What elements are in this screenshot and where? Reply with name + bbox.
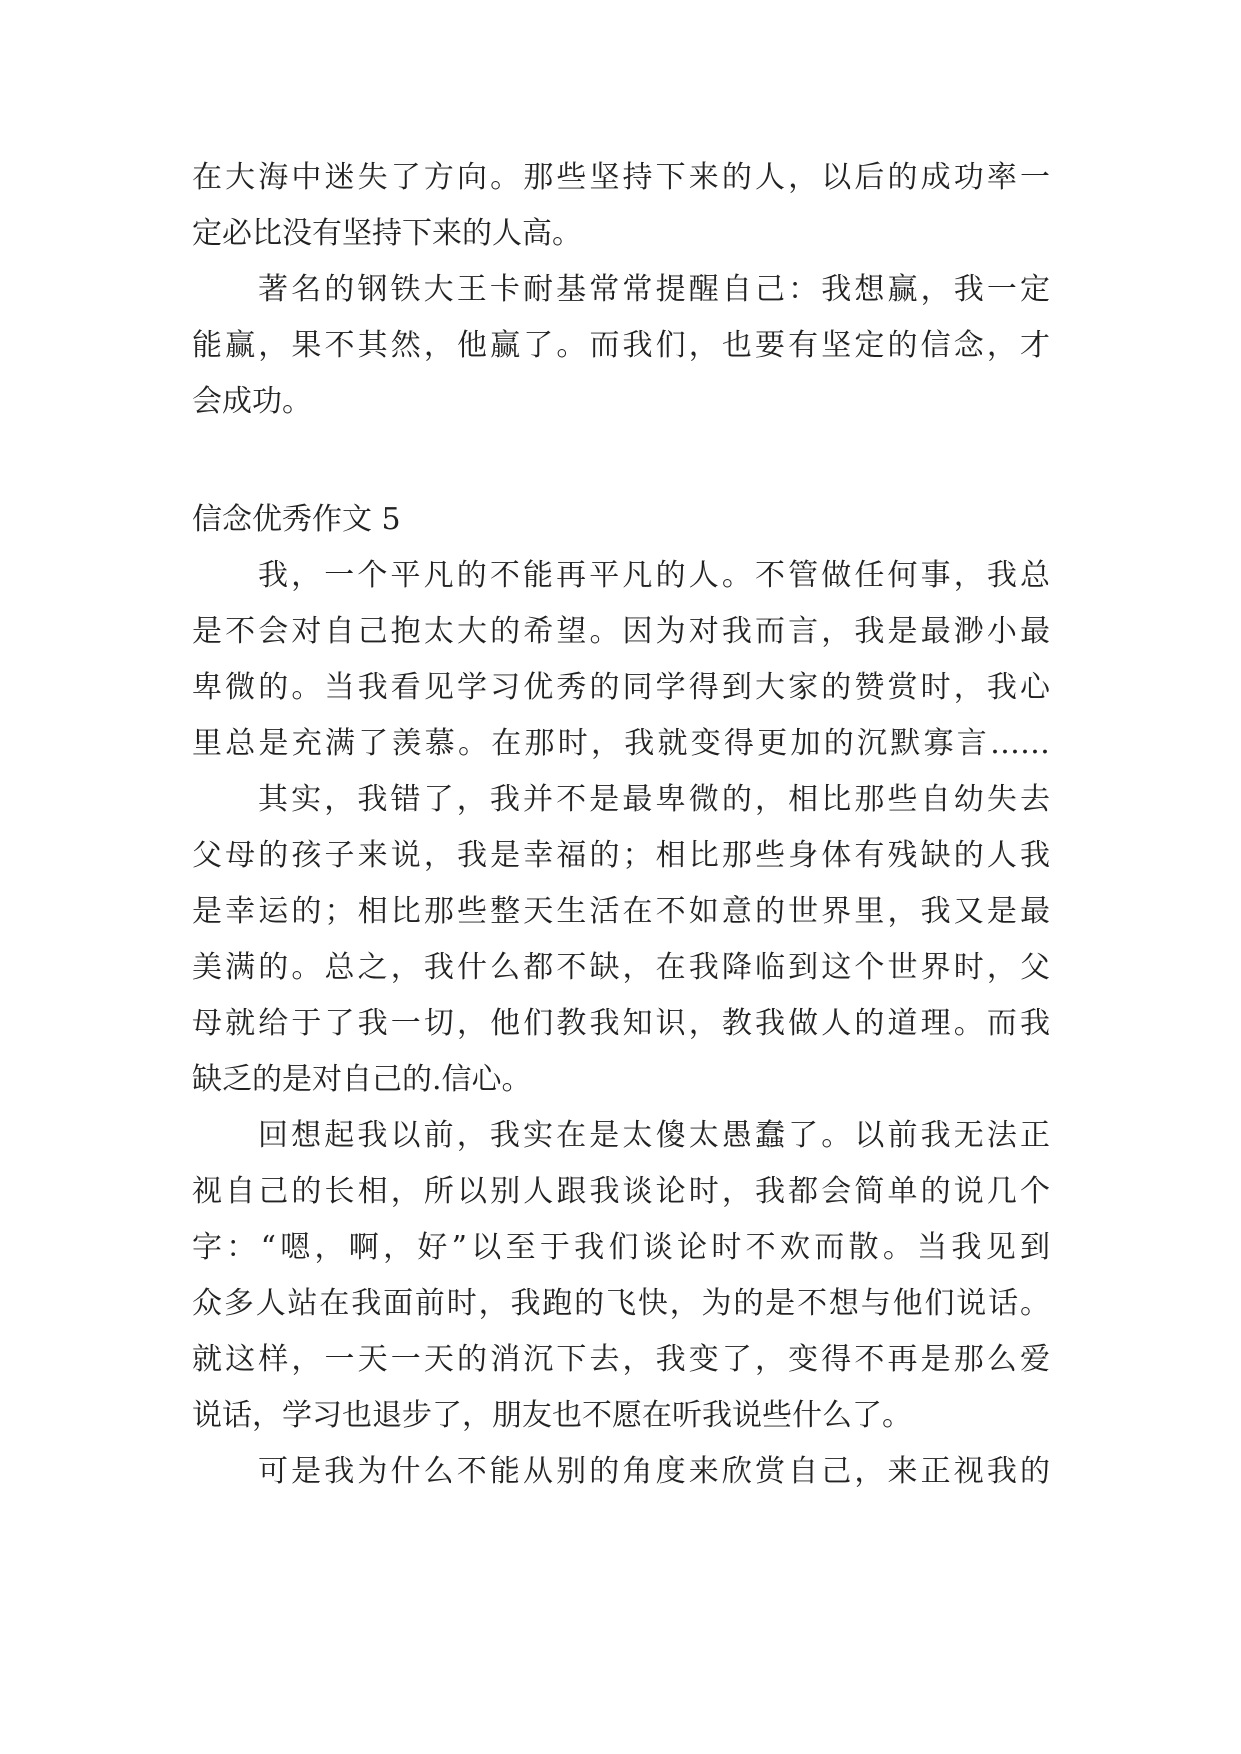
text-line: 能赢，果不其然，他赢了。而我们，也要有坚定的信念，才 [192,328,1050,363]
text-line: 众多人站在我面前时，我跑的飞快，为的是不想与他们说话。 [192,1286,1050,1321]
text-line: 著名的钢铁大王卡耐基常常提醒自己：我想赢，我一定 [258,272,1050,307]
text-line: 字：“嗯，啊，好”以至于我们谈论时不欢而散。当我见到 [192,1230,1050,1265]
text-line: 美满的。总之，我什么都不缺，在我降临到这个世界时，父 [192,950,1050,985]
text-line: 缺乏的是对自己的.信心。 [192,1062,532,1097]
text-line: 在大海中迷失了方向。那些坚持下来的人，以后的成功率一 [192,160,1050,195]
text-line: 是幸运的；相比那些整天生活在不如意的世界里，我又是最 [192,894,1050,929]
text-line: 母就给于了我一切，他们教我知识，教我做人的道理。而我 [192,1006,1050,1041]
text-line: 我，一个平凡的不能再平凡的人。不管做任何事，我总 [258,558,1050,593]
text-line: 卑微的。当我看见学习优秀的同学得到大家的赞赏时，我心 [192,670,1050,705]
text-line: 父母的孩子来说，我是幸福的；相比那些身体有残缺的人我 [192,838,1050,873]
text-line: 是不会对自己抱太大的希望。因为对我而言，我是最渺小最 [192,614,1050,649]
text-line: 里总是充满了羡慕。在那时，我就变得更加的沉默寡言…… [192,726,1050,761]
text-line: 说话，学习也退步了，朋友也不愿在听我说些什么了。 [192,1398,912,1433]
text-line: 定必比没有坚持下来的人高。 [192,216,582,251]
text-line: 会成功。 [192,384,312,419]
text-line: 就这样，一天一天的消沉下去，我变了，变得不再是那么爱 [192,1342,1050,1377]
text-line: 视自己的长相，所以别人跟我谈论时，我都会简单的说几个 [192,1174,1050,1209]
text-line: 回想起我以前，我实在是太傻太愚蠢了。以前我无法正 [258,1118,1050,1153]
text-line: 可是我为什么不能从别的角度来欣赏自己，来正视我的 [258,1454,1050,1489]
section-heading: 信念优秀作文 5 [192,502,401,537]
text-line: 其实，我错了，我并不是最卑微的，相比那些自幼失去 [258,782,1050,817]
